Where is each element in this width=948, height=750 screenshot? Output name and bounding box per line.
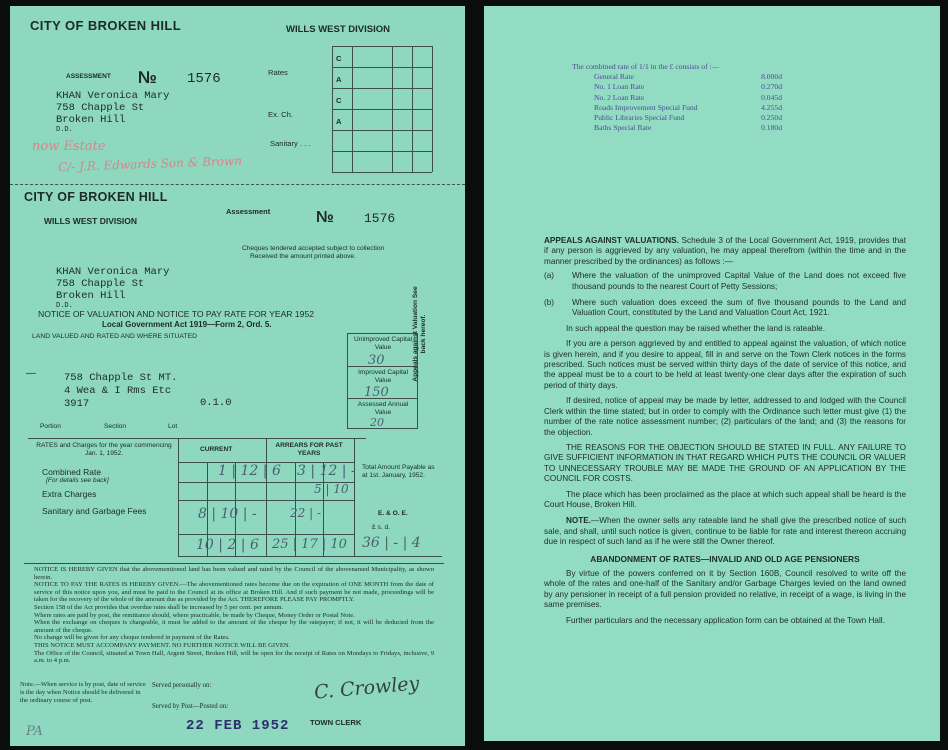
note-label: NOTE. <box>566 516 592 526</box>
owner-line: D.D. <box>56 126 73 134</box>
item-a-text: Where the valuation of the unimproved Capital Value of the Land does not exceed five thousand pounds to the nearest Court of Petty Sessions; <box>572 271 906 291</box>
appeal-item-b <box>544 298 906 319</box>
land-area: 0.1.0 <box>200 397 232 409</box>
rate-name: Baths Special Rate <box>594 123 652 133</box>
appeals-section <box>544 236 906 626</box>
ucv-value: 30 <box>368 353 385 368</box>
rate-row <box>572 103 782 113</box>
appeals-side-note: Appeals against Valuation See back hereof. <box>412 286 427 382</box>
owner-line: D.D. <box>56 302 73 310</box>
rate-name: No. 2 Loan Rate <box>594 92 645 102</box>
stub-ca-letter: C <box>336 54 342 63</box>
notice-division: WILLS WEST DIVISION <box>44 216 138 226</box>
rate-value: 0.250d <box>761 113 782 123</box>
appeal-item-a <box>544 271 906 292</box>
land-line: 4 Wea & I Rms Etc <box>64 385 172 397</box>
served-by-post: Served by Post—Posted on: <box>152 703 229 710</box>
total-payable-label: Total Amount Payable as at 1st. January, 1952. <box>362 464 435 479</box>
rate-value: 0.180d <box>761 123 782 133</box>
stub-ca-letter: A <box>336 75 342 84</box>
small-print-para: NOTICE IS HEREBY GIVEN that the abovementioned land has been valued and rated by the Council of the abovenamed Municipality, as shown herein. <box>34 566 434 581</box>
note-paragraph <box>544 516 906 547</box>
small-print-para: The Office of the Council, situated at Town Hall, Argent Street, Broken Hill, will be open for the receipt of Rates on Mondays to Fridays, inclusive, 9 a.m. to 4 p.m. <box>34 649 434 665</box>
lot-label: Lot <box>168 423 178 430</box>
notice-assessment-label: Assessment <box>226 207 271 216</box>
extra-arrears: 5 | 10 <box>314 482 349 496</box>
eoe: E. & O. E. <box>378 510 408 517</box>
particulars-paragraph: Further particulars and the necessary application form can be obtained at the Town Hall. <box>566 615 885 625</box>
small-print-para: Section 158 of the Act provides that overdue rates shall be increased by 5 per cent. per annum. <box>34 603 284 611</box>
notice-act: Local Government Act 1919—Form 2, Ord. 5. <box>102 320 272 329</box>
served-personally: Served personally on: <box>152 682 212 689</box>
stub-exch-label: Ex. Ch. <box>268 110 293 119</box>
aggrieved-paragraph: If you are a person aggrieved by and entitled to appeal against the valuation, of which notice is given herein, and if you desire to appeal, fill in and serve on the Town Clerk notices in the forms prescribed. Such notices must be served within thirty days of the date of service of this notice, and the appeal must be to a court to be held at least twenty-one clear days after the expiration of such period of thirty days. <box>544 339 906 390</box>
corner-initials: PA <box>26 724 43 739</box>
abandonment-heading: ABANDONMENT OF RATES—INVALID AND OLD AGE PENSIONERS <box>590 553 860 564</box>
rate-name: No. 1 Loan Rate <box>594 82 645 92</box>
service-note: Note.—When service is by post, date of service is the day when Notice should be delivered in the ordinary course of post. <box>20 681 146 704</box>
letter-paragraph: If desired, notice of appeal may be made by letter, addressed to and lodged with the Council Clerk within the time stated; but in order to comply with the Ordinance such letter must give (1) the number of the rate notice assessment number; (2) particulars of the land; and (3) the reasons for the objection. <box>544 396 906 437</box>
aav-value: 20 <box>370 416 384 429</box>
clerk-signature: C. Crowley <box>313 672 421 704</box>
land-description <box>64 372 177 411</box>
note-text: —When the owner sells any rateable land he shall give the prescribed notice of such sale, and shall, until such notice is given, continue to be liable for rate and interest thereon accruing due in respect of such land as if he were still the Owner thereof. <box>544 516 906 547</box>
appeals-intro: Schedule 3 of the Local Government Act, 1919, provides that if any person is aggrieved by any valuation, he may appeal therefrom (within the time and in the manner prescribed by the ordinances) as follows :— <box>544 236 906 266</box>
rates-intro: The combined rate of 1/1 in the £ consists of :— <box>572 62 720 71</box>
rate-value: 0.270d <box>761 82 782 92</box>
notice-no-symbol: № <box>316 209 334 226</box>
pensioner-paragraph: By virtue of the powers conferred on it by Section 160B, Council resolved to write off the whole of the rates and one-half of the Sanitary and/or Garbage Charges levied on the land owned by any pensioner in receipt of a full pension provided no relative, in receipt of a wage, is living in the same premises. <box>544 568 906 610</box>
town-clerk: TOWN CLERK <box>310 718 362 727</box>
rate-value: 8.000d <box>761 72 782 82</box>
small-print-para: THIS NOTICE MUST ACCOMPANY PAYMENT. NO FURTHER NOTICE WILL BE GIVEN. <box>34 641 291 649</box>
rate-row <box>572 123 782 133</box>
small-print-para: Where rates are paid by post, the remittance should, where practicable, be made by Cheque, Money Order or Postal Note. <box>34 611 355 619</box>
perforation-line <box>10 184 465 185</box>
valuation-box <box>347 333 418 429</box>
stub-assessment-label: ASSESSMENT <box>66 73 111 80</box>
stub-rates-label: Rates <box>268 68 288 77</box>
arrears-header: ARREARS FOR PAST YEARS <box>275 442 343 457</box>
received-note: Received the amount printed above. <box>250 253 356 260</box>
total-current: 10 | 2 | 6 <box>196 537 259 553</box>
land-line: 3917 <box>64 398 90 410</box>
rate-notice-back <box>484 6 940 741</box>
owner-line: KHAN Veronica Mary <box>56 266 170 278</box>
owner-line: 758 Chapple St <box>56 278 145 290</box>
rate-notice-front <box>10 6 465 746</box>
stub-no-symbol: № <box>138 68 157 87</box>
icv-value: 150 <box>364 385 389 400</box>
stub-ca-letter: A <box>336 117 342 126</box>
icv-label: Improved Capital Value <box>358 369 408 384</box>
rates-header: RATES and Charges for the year commencing Jan. 1, 1952. <box>36 442 172 457</box>
owner-line: KHAN Veronica Mary <box>56 90 170 102</box>
stub-receipt-grid <box>332 46 432 172</box>
small-print-para: No change will be given for any cheque tendered in payment of the Rates. <box>34 634 230 642</box>
rate-row <box>572 113 782 123</box>
owner-line: Broken Hill <box>56 114 126 126</box>
rateable-paragraph: In such appeal the question may be raised whether the land is rateable. <box>566 323 825 333</box>
rate-name: General Rate <box>594 72 634 82</box>
stub-ca-letter: C <box>336 96 342 105</box>
rate-row <box>572 82 782 92</box>
stub-owner-address <box>56 90 169 134</box>
rate-value: 4.255d <box>761 102 782 112</box>
rate-name: Public Libraries Special Fund <box>594 113 685 123</box>
section-label: Section <box>104 423 126 430</box>
stub-city-title: CITY OF BROKEN HILL <box>30 18 182 33</box>
small-print-para: NOTICE TO PAY THE RATES IS HEREBY GIVEN.—The abovementioned rates become due on the expiration of ONE MONTH from the date of service of this notice upon you, and must be paid to the Council at its office at Broken Hill. And if such payment be not made, proceedings will be taken for the recovery of the whole of the amount due as provided by the Act. THEREFORE PLEASE PAY PROMPTLY. <box>34 581 434 604</box>
extra-charges-label: Extra Charges <box>42 489 97 499</box>
small-print <box>34 566 434 665</box>
court-paragraph: The place which has been proclaimed as the place at which such appeal shall be heard is the Court House, Broken Hill. <box>544 489 906 509</box>
reasons-paragraph: THE REASONS FOR THE OBJECTION SHOULD BE STATED IN FULL. ANY FAILURE TO GIVE SUFFICIENT INFORMATION IN THAT REGARD WHICH PUTS THE COUNCIL OR VALUER TO UNNECESSARY TROUBLE MAY BE MADE THE GROUND OF AN APPLICATION BY THE COUNCIL FOR COSTS. <box>544 442 906 484</box>
item-b-label: (b) <box>544 298 555 308</box>
rates-breakdown <box>572 62 782 133</box>
rate-row <box>572 72 782 82</box>
combined-current: 1 | 12 | 6 <box>218 463 281 479</box>
lsd-columns: £ s. d. <box>372 524 390 531</box>
sanitary-arrears: 22 | - <box>290 506 321 520</box>
combined-rate-sub: [For details see back] <box>46 477 109 484</box>
cheque-note: Cheques tendered accepted subject to collection <box>242 245 385 252</box>
stub-handwritten-estate: now Estate <box>32 139 106 154</box>
small-print-para: When the exchange on cheques is chargeable, it must be added to the amount of the cheque by the ratepayer; if not, it will be deducted from the amount of the cheque. <box>34 619 434 634</box>
land-label: LAND VALUED AND RATED AND WHERE SITUATED <box>32 333 198 340</box>
notice-assessment-number: 1576 <box>364 211 396 226</box>
total-payable: 36 | - | 4 <box>362 535 421 551</box>
rate-value: 0.045d <box>761 92 782 102</box>
portion-label: Portion <box>40 423 61 430</box>
stub-division: WILLS WEST DIVISION <box>286 24 390 35</box>
owner-line: Broken Hill <box>56 290 126 302</box>
rate-name: Roads Improvement Special Fund <box>594 102 698 112</box>
sanitary-current: 8 | 10 | - <box>198 506 257 522</box>
sanitary-fees-label: Sanitary and Garbage Fees <box>42 506 147 516</box>
ucv-label: Unimproved Capital Value <box>354 336 412 351</box>
notice-city-title: CITY OF BROKEN HILL <box>24 190 168 204</box>
notice-title: NOTICE OF VALUATION AND NOTICE TO PAY RATE FOR YEAR 1952 <box>38 309 315 319</box>
land-line: 758 Chapple St MT. <box>64 372 178 384</box>
item-b-text: Where such valuation does exceed the sum of five thousand pounds to the Land and Valuation Court, constituted by the Land and Valuation Court Act, 1921. <box>572 298 906 318</box>
aav-label: Assessed Annual Value <box>357 401 409 416</box>
combined-rate-label: Combined Rate <box>42 467 102 477</box>
stub-assessment-number: 1576 <box>187 71 221 87</box>
appeals-heading: APPEALS AGAINST VALUATIONS. <box>544 236 679 245</box>
total-arrears: 25 | 17 | 10 <box>272 537 347 552</box>
combined-arrears: 3 | 12 | - <box>297 463 356 479</box>
current-header: CURRENT <box>200 446 233 453</box>
rate-row <box>572 93 782 103</box>
stub-handwritten-agent: C/- J.R. Edwards Son & Brown <box>57 153 243 175</box>
stub-sanitary-label: Sanitary . . . <box>270 139 311 148</box>
land-dash: — <box>26 368 36 379</box>
item-a-label: (a) <box>544 271 555 281</box>
notice-owner-address <box>56 266 169 310</box>
date-stamp: 22 FEB 1952 <box>186 718 290 734</box>
owner-line: 758 Chapple St <box>56 102 145 114</box>
